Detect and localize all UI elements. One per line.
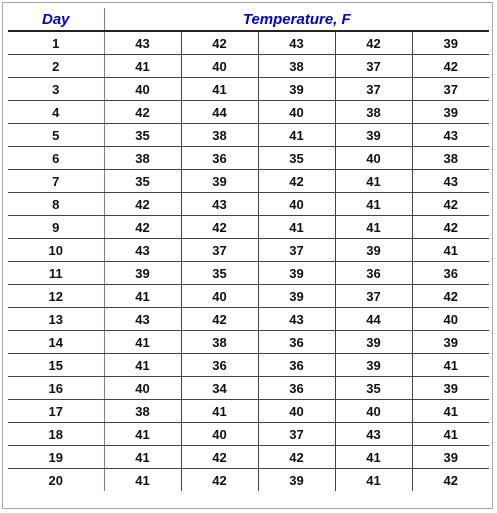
table-row [8,331,489,354]
temperature-cell: 40 [258,193,335,216]
temperature-cell: 37 [258,239,335,262]
temperature-cell: 36 [412,262,489,285]
table-row [8,400,489,423]
temperature-cell: 42 [412,193,489,216]
day-cell: 10 [8,239,104,262]
day-cell: 17 [8,400,104,423]
temperature-cell: 40 [258,400,335,423]
temperature-cell: 41 [104,446,181,469]
temperature-cell: 41 [335,469,412,492]
table-row [8,239,489,262]
temperature-cell: 36 [258,377,335,400]
temperature-cell: 39 [335,124,412,147]
temperature-cell: 42 [335,31,412,55]
day-cell: 6 [8,147,104,170]
day-cell: 14 [8,331,104,354]
temperature-cell: 39 [412,331,489,354]
temperature-cell: 39 [412,446,489,469]
temperature-cell: 40 [104,377,181,400]
temperature-cell: 35 [104,170,181,193]
day-cell: 7 [8,170,104,193]
temperature-cell: 39 [258,469,335,492]
temperature-cell: 41 [104,354,181,377]
temperature-cell: 36 [181,354,258,377]
temperature-cell: 43 [104,308,181,331]
table-header [8,8,489,31]
temperature-cell: 41 [181,400,258,423]
temperature-cell: 39 [258,262,335,285]
temperature-cell: 38 [181,331,258,354]
temperature-cell: 40 [181,423,258,446]
temperature-cell: 35 [258,147,335,170]
temperature-cell: 42 [258,170,335,193]
temperature-cell: 40 [181,285,258,308]
temperature-cell: 43 [412,124,489,147]
temperature-cell: 37 [335,55,412,78]
table-row [8,55,489,78]
temperature-cell: 43 [258,308,335,331]
temperature-cell: 43 [335,423,412,446]
table-row [8,285,489,308]
day-cell: 18 [8,423,104,446]
temperature-cell: 43 [104,31,181,55]
table-row [8,193,489,216]
temperature-cell: 41 [135,472,150,488]
temperature-cell: 39 [104,262,181,285]
temperature-cell: 40 [258,101,335,124]
temperature-cell: 41 [412,400,489,423]
table-row [8,101,489,124]
temperature-cell: 39 [412,377,489,400]
temperature-cell: 41 [258,216,335,239]
temperature-cell: 36 [181,147,258,170]
temperature-cell: 37 [258,423,335,446]
temperature-cell: 38 [181,124,258,147]
table-row [8,469,489,492]
day-cell: 4 [8,101,104,124]
temperature-cell: 37 [335,78,412,101]
table-row [8,308,489,331]
temperature-table [8,8,489,491]
temperature-cell: 42 [181,31,258,55]
temperature-cell: 41 [412,423,489,446]
temperature-cell: 36 [258,354,335,377]
day-header: Day [8,8,104,31]
temperature-cell: 42 [258,446,335,469]
temperature-cell: 41 [104,331,181,354]
header-row [8,8,489,31]
temperature-cell: 41 [335,446,412,469]
temperature-cell: 43 [412,170,489,193]
temperature-cell: 41 [104,285,181,308]
temperature-cell: 42 [181,216,258,239]
temperature-cell: 41 [412,239,489,262]
temperature-cell: 34 [181,377,258,400]
day-cell: 19 [8,446,104,469]
temperature-cell: 39 [335,239,412,262]
temperature-cell: 38 [335,101,412,124]
day-cell: 2 [8,55,104,78]
temperature-cell: 39 [335,354,412,377]
temperature-header: Temperature, F [104,8,489,31]
day-cell: 8 [8,193,104,216]
temperature-cell: 37 [335,285,412,308]
temperature-cell: 39 [258,285,335,308]
table-row [8,446,489,469]
temperature-cell: 42 [104,216,181,239]
day-cell: 20 [8,469,104,492]
table-row [8,216,489,239]
day-cell: 5 [8,124,104,147]
temperature-cell: 35 [181,262,258,285]
temperature-cell: 42 [181,446,258,469]
temperature-cell: 35 [335,377,412,400]
temperature-cell: 42 [181,469,258,492]
temperature-cell: 40 [412,308,489,331]
day-cell: 16 [8,377,104,400]
temperature-cell: 40 [104,78,181,101]
temperature-cell: 40 [335,147,412,170]
temperature-cell: 39 [412,101,489,124]
temperature-cell: 38 [104,147,181,170]
table-row [8,377,489,400]
temperature-cell: 41 [258,124,335,147]
temperature-cell: 41 [104,423,181,446]
day-cell: 3 [8,78,104,101]
temperature-cell: 40 [335,400,412,423]
table-row [8,170,489,193]
temperature-cell: 42 [104,101,181,124]
day-cell: 12 [8,285,104,308]
temperature-cell: 35 [104,124,181,147]
temperature-cell: 36 [335,262,412,285]
temperature-cell: 41 [335,193,412,216]
temperature-cell: 42 [412,469,489,492]
temperature-cell: 39 [181,170,258,193]
temperature-cell: 44 [335,308,412,331]
temperature-cell: 38 [412,147,489,170]
temperature-cell: 41 [104,55,181,78]
temperature-cell: 43 [104,239,181,262]
table-row [8,262,489,285]
temperature-cell: 43 [181,193,258,216]
temperature-cell: 36 [258,331,335,354]
table-row [8,354,489,377]
temperature-cell: 42 [412,216,489,239]
temperature-cell: 39 [258,78,335,101]
temperature-cell: 44 [181,101,258,124]
table-row [8,423,489,446]
temperature-cell: 41 [181,78,258,101]
table-row [8,31,489,55]
temperature-cell: 39 [412,31,489,55]
temperature-cell: 43 [258,31,335,55]
temperature-cell: 37 [181,239,258,262]
temperature-cell: 41 [335,216,412,239]
temperature-cell: 42 [181,308,258,331]
temperature-cell: 40 [181,55,258,78]
table-row [8,147,489,170]
temperature-cell: 42 [412,285,489,308]
table-body [8,31,489,491]
day-cell: 9 [8,216,104,239]
temperature-cell: 37 [412,78,489,101]
day-cell: 15 [8,354,104,377]
temperature-cell: 39 [335,331,412,354]
temperature-cell: 38 [258,55,335,78]
temperature-cell: 42 [104,193,181,216]
temperature-cell: 41 [412,354,489,377]
day-cell: 1 [8,31,104,55]
table-row [8,124,489,147]
day-cell: 13 [8,308,104,331]
temperature-cell: 42 [412,55,489,78]
day-cell: 11 [8,262,104,285]
temperature-cell: 38 [104,400,181,423]
table-row [8,78,489,101]
temperature-cell: 41 [335,170,412,193]
